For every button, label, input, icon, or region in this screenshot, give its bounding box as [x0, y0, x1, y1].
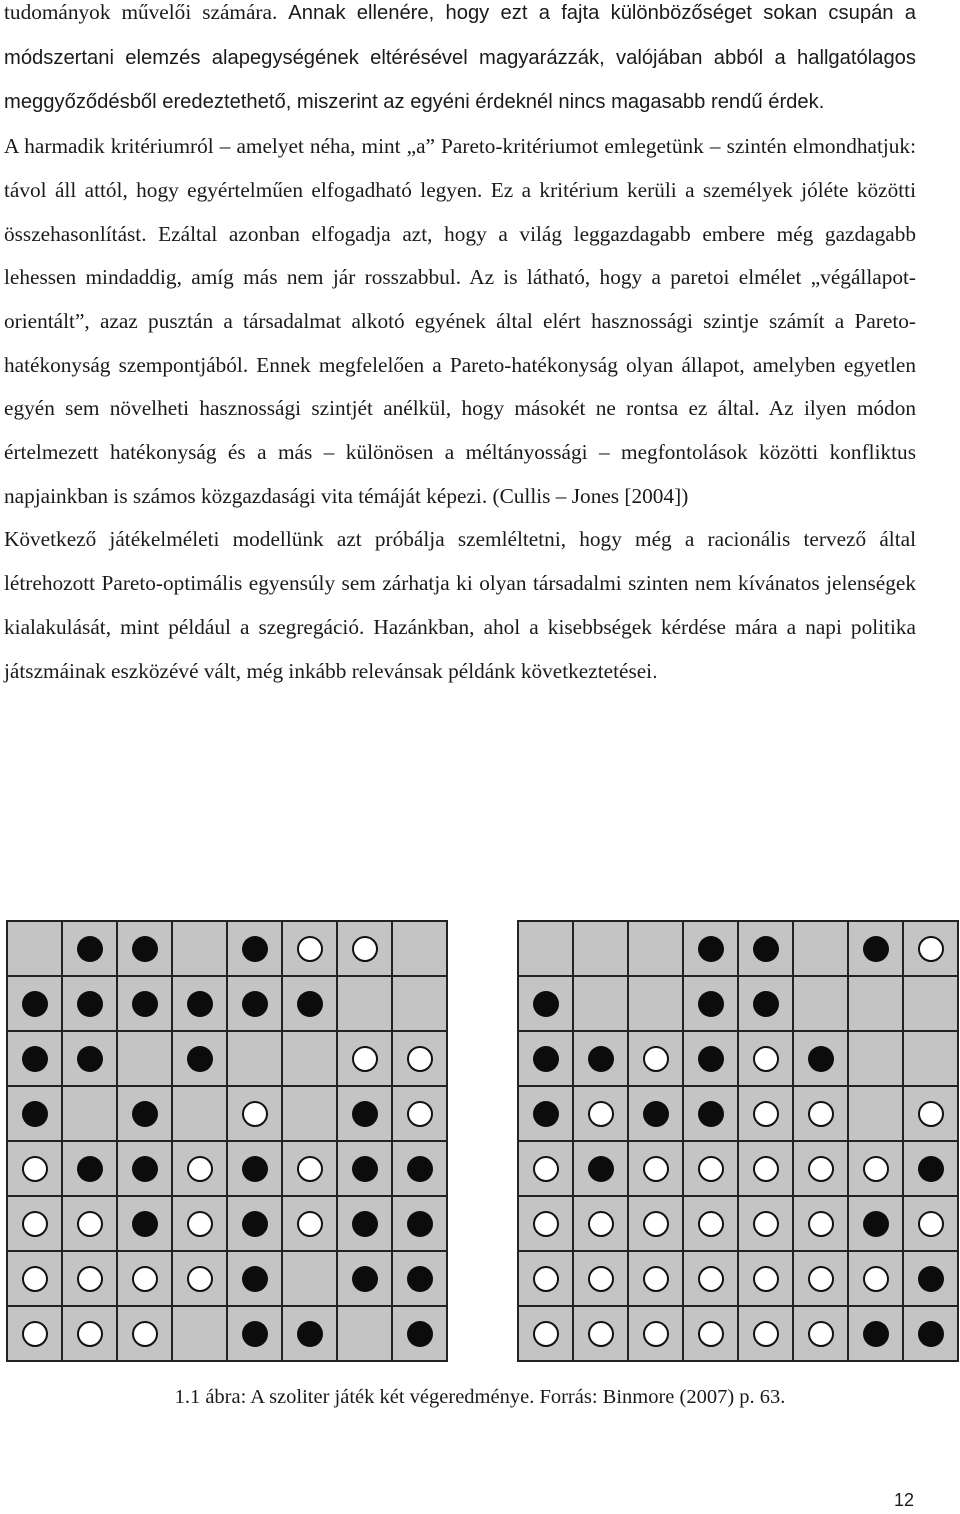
- black-piece: [407, 1321, 433, 1347]
- board-cell: [118, 1142, 171, 1195]
- black-piece: [863, 1211, 889, 1237]
- board-cell: [684, 1142, 737, 1195]
- board-cell: [849, 1252, 902, 1305]
- white-piece: [808, 1266, 834, 1292]
- black-piece: [533, 1101, 559, 1127]
- board-cell: [574, 1252, 627, 1305]
- white-piece: [187, 1156, 213, 1182]
- white-piece: [533, 1266, 559, 1292]
- board-cell: [118, 977, 171, 1030]
- board-cell: [904, 1032, 957, 1085]
- white-piece: [352, 936, 378, 962]
- white-piece: [698, 1156, 724, 1182]
- board-cell: [393, 977, 446, 1030]
- board-cell: [63, 1032, 116, 1085]
- white-piece: [77, 1266, 103, 1292]
- white-piece: [753, 1156, 779, 1182]
- board-cell: [794, 1252, 847, 1305]
- black-piece: [918, 1266, 944, 1292]
- board-cell: [904, 1307, 957, 1360]
- white-piece: [533, 1156, 559, 1182]
- paragraph-3: [4, 518, 916, 694]
- black-piece: [407, 1156, 433, 1182]
- board-cell: [849, 922, 902, 975]
- board-cell: [283, 977, 336, 1030]
- board-cell: [173, 922, 226, 975]
- board-cell: [739, 1307, 792, 1360]
- board-cell: [629, 1197, 682, 1250]
- white-piece: [863, 1266, 889, 1292]
- board-cell: [283, 1307, 336, 1360]
- board-cell: [574, 1142, 627, 1195]
- black-piece: [808, 1046, 834, 1072]
- board-cell: [283, 1197, 336, 1250]
- black-piece: [132, 991, 158, 1017]
- white-piece: [918, 1211, 944, 1237]
- board-cell: [173, 1197, 226, 1250]
- board-cell: [739, 1197, 792, 1250]
- page-number: 12: [893, 1490, 914, 1510]
- paragraph-2-body: A harmadik kritériumról – amelyet néha, mint „a” Pareto-kritériumot emlegetünk – szintén elmondhatjuk: távol áll attól, hogy egyértelműen elfogadható legyen. Ez a kritérium kerüli a személyek jóléte közötti összehasonlítást. Ezáltal azonban elfogadja azt, hogy a világ leggazdagabb embere még gazdagabb lehessen mindaddig, amíg más nem jár rosszabbul. Az is látható, hogy a paretoi elmélet „végállapot-orientált”, azaz pusztán a társadalmat alkotó egyének által elért hasznossági szintje számít a Pareto-hatékonyság szempontjából. Ennek megfelelően a Pareto-hatékonyság olyan állapot, amelyben egyetlen egyén sem növelheti hasznossági szintjét anélkül, hogy másokét ne rontsa ez által. Az ilyen módon értelmezett hatékonyság és a más – különösen a méltányossági – megfontolások közötti konfliktus napjainkban is számos közgazdasági vita témáját képezi.: [4, 134, 916, 508]
- board-cell: [8, 1087, 61, 1140]
- board-cell: [794, 977, 847, 1030]
- black-piece: [77, 936, 103, 962]
- board-cell: [684, 1252, 737, 1305]
- board-cell: [173, 1307, 226, 1360]
- board-cell: [283, 922, 336, 975]
- white-piece: [407, 1101, 433, 1127]
- board-cell: [8, 1197, 61, 1250]
- board-cell: [519, 977, 572, 1030]
- white-piece: [863, 1156, 889, 1182]
- board-cell: [8, 1252, 61, 1305]
- board-cell: [574, 922, 627, 975]
- board-cell: [393, 922, 446, 975]
- black-piece: [187, 1046, 213, 1072]
- board-cell: [63, 922, 116, 975]
- board-cell: [629, 1142, 682, 1195]
- black-piece: [918, 1156, 944, 1182]
- white-piece: [297, 1156, 323, 1182]
- black-piece: [698, 991, 724, 1017]
- white-piece: [698, 1211, 724, 1237]
- white-piece: [753, 1211, 779, 1237]
- board-cell: [63, 977, 116, 1030]
- board-cell: [519, 1087, 572, 1140]
- board-cell: [393, 1087, 446, 1140]
- board-cell: [63, 1252, 116, 1305]
- white-piece: [753, 1266, 779, 1292]
- black-piece: [753, 991, 779, 1017]
- board-cell: [574, 1307, 627, 1360]
- board-cell: [8, 1032, 61, 1085]
- board-cell: [629, 977, 682, 1030]
- board-cell: [283, 1252, 336, 1305]
- white-piece: [77, 1211, 103, 1237]
- paragraph-2: [4, 125, 916, 518]
- board-cell: [63, 1197, 116, 1250]
- board-cell: [283, 1142, 336, 1195]
- black-piece: [242, 1321, 268, 1347]
- board-cell: [684, 977, 737, 1030]
- board-cell: [794, 1197, 847, 1250]
- board-cell: [228, 922, 281, 975]
- board-cell: [849, 1142, 902, 1195]
- board-cell: [574, 977, 627, 1030]
- black-piece: [588, 1156, 614, 1182]
- board-cell: [629, 1307, 682, 1360]
- board-cell: [794, 922, 847, 975]
- paragraph-3-body: Következő játékelméleti modellünk azt próbálja szemléltetni, hogy még a racionális tervező által létrehozott Pareto-optimális egyensúly sem zárhatja ki olyan társadalmi szinten nem kívánatos jelenségek kialakulását, mint például a szegregáció. Hazánkban, ahol a kisebbségek kérdése mára a napi politika játszmáinak eszközévé vált, még inkább relevánsak példánk következtetései: [4, 527, 916, 683]
- black-piece: [22, 1101, 48, 1127]
- board-cell: [794, 1142, 847, 1195]
- board-cell: [8, 1307, 61, 1360]
- board-cell: [283, 1087, 336, 1140]
- board-cell: [574, 1087, 627, 1140]
- board-cell: [118, 1252, 171, 1305]
- white-piece: [187, 1211, 213, 1237]
- board-cell: [338, 1087, 391, 1140]
- board-cell: [393, 1142, 446, 1195]
- board-cell: [684, 1032, 737, 1085]
- board-cell: [904, 977, 957, 1030]
- black-piece: [533, 1046, 559, 1072]
- board-cell: [739, 1142, 792, 1195]
- black-piece: [352, 1266, 378, 1292]
- white-piece: [808, 1156, 834, 1182]
- white-piece: [753, 1046, 779, 1072]
- paragraph-1-lead: tudományok művelői számára.: [4, 0, 278, 24]
- board-cell: [794, 1307, 847, 1360]
- white-piece: [808, 1321, 834, 1347]
- white-piece: [132, 1321, 158, 1347]
- board-cell: [739, 1032, 792, 1085]
- white-piece: [643, 1266, 669, 1292]
- board-cell: [393, 1252, 446, 1305]
- board-cell: [574, 1197, 627, 1250]
- solitaire-board-left: [6, 920, 448, 1362]
- board-cell: [904, 1142, 957, 1195]
- white-piece: [698, 1266, 724, 1292]
- black-piece: [698, 1046, 724, 1072]
- white-piece: [698, 1321, 724, 1347]
- board-cell: [228, 1032, 281, 1085]
- black-piece: [297, 1321, 323, 1347]
- black-piece: [588, 1046, 614, 1072]
- board-cell: [338, 977, 391, 1030]
- white-piece: [808, 1211, 834, 1237]
- white-piece: [533, 1321, 559, 1347]
- black-piece: [22, 1046, 48, 1072]
- board-cell: [904, 1087, 957, 1140]
- white-piece: [753, 1101, 779, 1127]
- black-piece: [187, 991, 213, 1017]
- board-cell: [684, 1307, 737, 1360]
- figure-caption: 1.1 ábra: A szoliter játék két végeredménye. Forrás: Binmore (2007) p. 63.: [174, 1386, 786, 1408]
- board-cell: [629, 1032, 682, 1085]
- board-cell: [739, 977, 792, 1030]
- black-piece: [77, 991, 103, 1017]
- white-piece: [643, 1211, 669, 1237]
- board-cell: [118, 1307, 171, 1360]
- board-cell: [118, 1197, 171, 1250]
- board-cell: [8, 977, 61, 1030]
- board-cell: [519, 1197, 572, 1250]
- black-piece: [132, 1101, 158, 1127]
- black-piece: [407, 1211, 433, 1237]
- board-cell: [338, 1032, 391, 1085]
- white-piece: [352, 1046, 378, 1072]
- black-piece: [77, 1156, 103, 1182]
- board-cell: [173, 1252, 226, 1305]
- board-cell: [629, 1252, 682, 1305]
- board-cell: [118, 1032, 171, 1085]
- board-cell: [684, 1197, 737, 1250]
- board-cell: [519, 1032, 572, 1085]
- board-cell: [63, 1087, 116, 1140]
- black-piece: [407, 1266, 433, 1292]
- white-piece: [77, 1321, 103, 1347]
- white-piece: [22, 1211, 48, 1237]
- board-cell: [63, 1142, 116, 1195]
- black-piece: [753, 936, 779, 962]
- solitaire-board-right: [517, 920, 959, 1362]
- black-piece: [242, 1211, 268, 1237]
- board-cell: [393, 1032, 446, 1085]
- black-piece: [77, 1046, 103, 1072]
- white-piece: [918, 936, 944, 962]
- white-piece: [407, 1046, 433, 1072]
- board-cell: [519, 922, 572, 975]
- white-piece: [22, 1321, 48, 1347]
- white-piece: [588, 1266, 614, 1292]
- board-cell: [849, 1087, 902, 1140]
- black-piece: [643, 1101, 669, 1127]
- board-cell: [228, 1142, 281, 1195]
- white-piece: [22, 1266, 48, 1292]
- black-piece: [242, 1266, 268, 1292]
- board-cell: [739, 1087, 792, 1140]
- black-piece: [352, 1101, 378, 1127]
- white-piece: [22, 1156, 48, 1182]
- body-text: [4, 0, 916, 694]
- board-cell: [849, 1032, 902, 1085]
- board-cell: [228, 977, 281, 1030]
- board-cell: [519, 1142, 572, 1195]
- black-piece: [698, 1101, 724, 1127]
- white-piece: [533, 1211, 559, 1237]
- white-piece: [918, 1101, 944, 1127]
- black-piece: [352, 1211, 378, 1237]
- white-piece: [588, 1211, 614, 1237]
- board-cell: [739, 922, 792, 975]
- black-piece: [352, 1156, 378, 1182]
- white-piece: [808, 1101, 834, 1127]
- board-cell: [63, 1307, 116, 1360]
- board-cell: [338, 922, 391, 975]
- white-piece: [753, 1321, 779, 1347]
- black-piece: [297, 991, 323, 1017]
- white-piece: [643, 1156, 669, 1182]
- board-cell: [338, 1252, 391, 1305]
- black-piece: [132, 1211, 158, 1237]
- board-cell: [904, 922, 957, 975]
- board-cell: [904, 1197, 957, 1250]
- board-cell: [8, 922, 61, 975]
- board-cell: [684, 1087, 737, 1140]
- board-cell: [338, 1142, 391, 1195]
- white-piece: [132, 1266, 158, 1292]
- black-piece: [242, 991, 268, 1017]
- black-piece: [698, 936, 724, 962]
- board-cell: [684, 922, 737, 975]
- board-cell: [228, 1087, 281, 1140]
- board-cell: [629, 1087, 682, 1140]
- board-cell: [794, 1032, 847, 1085]
- board-cell: [393, 1197, 446, 1250]
- white-piece: [297, 1211, 323, 1237]
- black-piece: [242, 936, 268, 962]
- board-cell: [228, 1252, 281, 1305]
- white-piece: [187, 1266, 213, 1292]
- board-cell: [629, 922, 682, 975]
- board-cell: [849, 977, 902, 1030]
- board-cell: [338, 1197, 391, 1250]
- paragraph-1-rest: Annak ellenére, hogy ezt a fajta különbözőséget sokan csupán a módszertani elemzés alapegységének eltérésével magyarázzák, valójában abból a hallgatólagos meggyőződésből eredeztethető, miszerint az egyéni érdeknél nincs magasabb rendű érdek.: [4, 2, 917, 114]
- board-cell: [118, 1087, 171, 1140]
- board-cell: [173, 1142, 226, 1195]
- white-piece: [588, 1321, 614, 1347]
- white-piece: [242, 1101, 268, 1127]
- board-cell: [849, 1307, 902, 1360]
- board-cell: [118, 922, 171, 975]
- board-cell: [228, 1197, 281, 1250]
- citation: (Cullis – Jones [2004]): [492, 483, 689, 508]
- board-cell: [519, 1307, 572, 1360]
- white-piece: [588, 1101, 614, 1127]
- board-cell: [904, 1252, 957, 1305]
- paragraph-3-end: .: [652, 660, 658, 683]
- black-piece: [863, 1321, 889, 1347]
- white-piece: [643, 1046, 669, 1072]
- black-piece: [533, 991, 559, 1017]
- board-cell: [519, 1252, 572, 1305]
- board-cell: [173, 1032, 226, 1085]
- board-cell: [794, 1087, 847, 1140]
- white-piece: [297, 936, 323, 962]
- paragraph-1: [4, 0, 916, 125]
- black-piece: [863, 936, 889, 962]
- white-piece: [643, 1321, 669, 1347]
- board-cell: [173, 977, 226, 1030]
- board-cell: [849, 1197, 902, 1250]
- black-piece: [132, 936, 158, 962]
- board-cell: [228, 1307, 281, 1360]
- board-cell: [739, 1252, 792, 1305]
- black-piece: [918, 1321, 944, 1347]
- black-piece: [132, 1156, 158, 1182]
- black-piece: [22, 991, 48, 1017]
- board-cell: [574, 1032, 627, 1085]
- board-cell: [8, 1142, 61, 1195]
- black-piece: [242, 1156, 268, 1182]
- board-cell: [173, 1087, 226, 1140]
- board-cell: [393, 1307, 446, 1360]
- board-cell: [338, 1307, 391, 1360]
- board-cell: [283, 1032, 336, 1085]
